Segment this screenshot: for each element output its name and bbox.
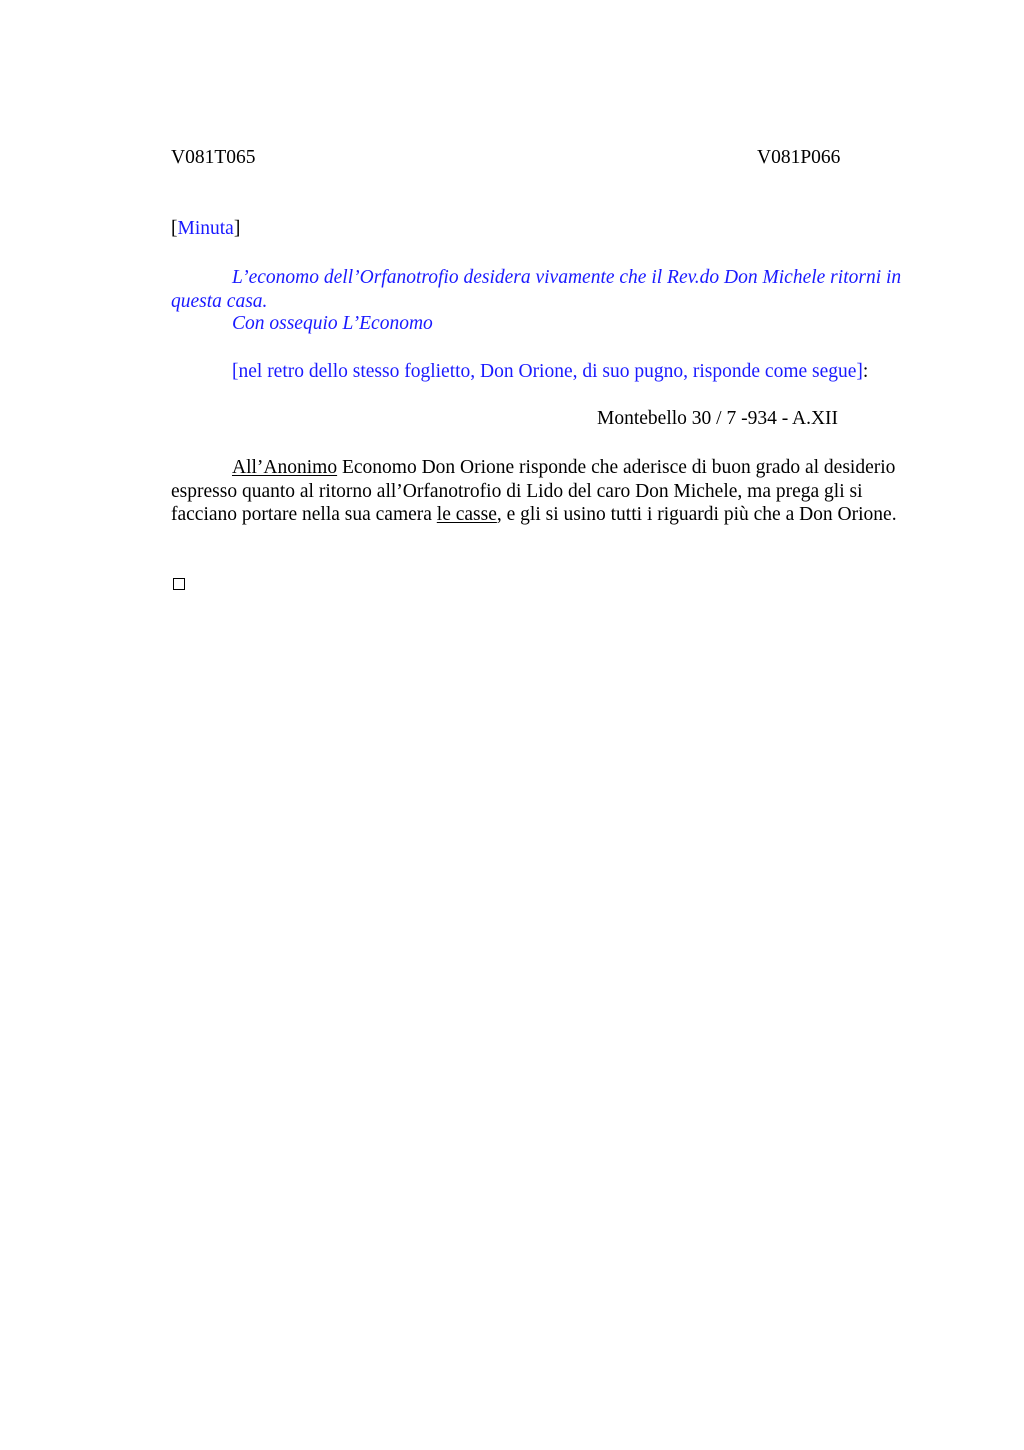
retro-note-text: [nel retro dello stesso foglietto, Don Orione, di suo pugno, risponde come segue] xyxy=(232,361,863,382)
place-date: Montebello 30 / 7 -934 - A.XII xyxy=(597,408,839,429)
retro-note-colon: : xyxy=(862,361,869,382)
retro-editorial-note xyxy=(232,361,868,383)
reply-underlined-casse: le casse xyxy=(436,504,497,525)
minuta-label xyxy=(171,218,240,240)
economo-salute: Con ossequio L’Economo xyxy=(232,313,433,334)
reply-text-1: Economo Don Orione risponde che aderisce di buon grado al desiderio espresso quanto al ritorno all’Orfanotrofio di Lido del caro Don Michele, ma prega gli si facciano portare nella sua camera xyxy=(171,457,896,525)
minuta-open-bracket: [ xyxy=(171,218,178,239)
document-code-right: V081P066 xyxy=(757,147,841,168)
document-code-left: V081T065 xyxy=(171,147,256,168)
minuta-text: Minuta xyxy=(177,218,234,239)
empty-square-icon xyxy=(173,578,185,590)
economo-note: L’economo dell’Orfanotrofio desidera vivamente che il Rev.do Don Michele ritorni in questa casa. xyxy=(171,267,902,312)
reply-underlined-anonimo: All’Anonimo xyxy=(232,457,338,478)
reply-text-2: , e gli si usino tutti i riguardi più che a Don Orione. xyxy=(496,504,897,525)
orione-reply xyxy=(171,456,923,527)
minuta-close-bracket: ] xyxy=(233,218,241,239)
